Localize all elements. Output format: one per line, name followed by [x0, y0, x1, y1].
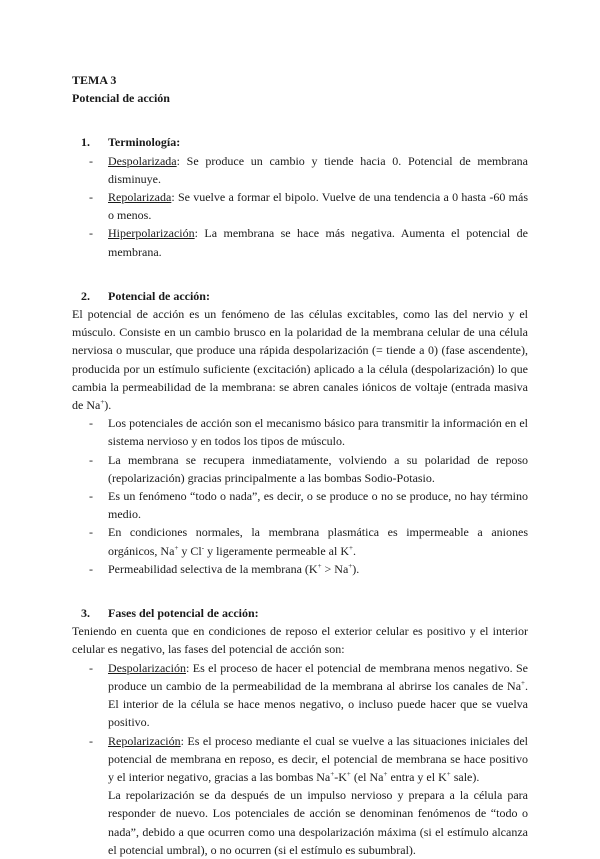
- dash-bullet: -: [89, 226, 93, 241]
- superscript: +: [317, 561, 322, 570]
- definition: : La membrana se hace más negativa. Aumenta el potencial de membrana.: [108, 226, 528, 259]
- dash-bullet: -: [89, 190, 93, 205]
- definition: : Es el proceso de hacer el potencial de membrana menos negativo. Se produce un cambio de la permeabilidad de la membrana al abrirse los canales de Na: [108, 660, 528, 693]
- item-text: En condiciones normales, la membrana plasmática es impermeable a aniones orgánicos, Na: [108, 525, 528, 558]
- intro-text: El potencial de acción es un fenómeno de las células excitables, como las del nervio y el músculo. Consiste en un cambio brusco en la polaridad de la membrana celular de una célula nerviosa o muscular, que produce una rápida despolarización (= tiende a 0) (fase ascendente), producida por un estímulo suficiente (excitación) aplicado a la célula (despolarización) lo que cambia la permeabilidad de la membrana: se abren canales iónicos de voltaje (entrada masiva de Na: [72, 307, 528, 413]
- superscript: +: [349, 543, 353, 552]
- list-item: [72, 732, 528, 859]
- dash-bullet: -: [89, 660, 93, 675]
- list-item: [72, 487, 528, 523]
- definition: sale).: [450, 769, 480, 784]
- section-2-heading: [72, 287, 528, 305]
- intro-text: ).: [104, 398, 112, 413]
- superscript: +: [100, 398, 105, 407]
- term: Repolarización: [108, 733, 181, 748]
- item-text: Es un fenómeno “todo o nada”, es decir, o se produce o no se produce, no hay término medio.: [108, 489, 528, 522]
- item-text: y Cl: [178, 543, 202, 558]
- superscript: +: [521, 678, 525, 687]
- definition: : Es el proceso mediante el cual se vuelve a las situaciones iniciales del potencial de membrana en reposo, es decir, el potencial de membrana se hace positivo y el interior negativo, gracias a las bombas Na: [108, 733, 528, 784]
- dash-bullet: -: [89, 452, 93, 467]
- list-item: [72, 188, 528, 224]
- definition: entra y el K: [387, 769, 447, 784]
- list-item: [72, 224, 528, 260]
- list-item: [72, 152, 528, 188]
- section-title: Fases del potencial de acción:: [108, 606, 259, 621]
- dash-bullet: -: [89, 489, 93, 504]
- item-text: Permeabilidad selectiva de la membrana (K: [108, 561, 318, 576]
- item-text: .: [352, 543, 356, 558]
- section-title: Potencial de acción:: [108, 288, 210, 303]
- section-number: 1.: [81, 135, 90, 150]
- dash-bullet: -: [89, 733, 93, 748]
- action-potential-list: [72, 414, 528, 578]
- term: Repolarizada: [108, 190, 172, 205]
- dash-bullet: -: [89, 416, 93, 431]
- section-1-heading: [72, 133, 528, 151]
- section-title: Terminología:: [108, 135, 181, 150]
- item-text: Los potenciales de acción son el mecanismo básico para transmitir la información en el sistema nervioso y en todos los tipos de músculo.: [108, 416, 528, 449]
- list-item: [72, 560, 528, 578]
- document-title: Potencial de acción: [72, 91, 170, 106]
- superscript: +: [174, 543, 179, 552]
- superscript: +: [383, 769, 388, 778]
- continuation-text: La repolarización se da después de un impulso nervioso y prepara a la célula para responder de nuevo. Los potenciales de acción se denominan fenómenos de “todo o nada”, debido a que ocurren como una despolarización máxima (si el estímulo alcanza el potencial umbral), o no ocurren (si el estímulo es subumbral).: [108, 788, 528, 857]
- section-2-intro: [72, 305, 528, 414]
- superscript: +: [348, 561, 353, 570]
- dash-bullet: -: [89, 525, 93, 540]
- superscript: +: [346, 769, 351, 778]
- item-text: ).: [352, 561, 360, 576]
- section-number: 3.: [81, 606, 90, 621]
- term: Despolarizada: [108, 153, 177, 168]
- list-item: [72, 659, 528, 732]
- item-text: y ligeramente permeable al K: [204, 543, 350, 558]
- definition: (el Na: [350, 769, 384, 784]
- superscript: +: [330, 769, 335, 778]
- definition: : Se vuelve a formar el bipolo. Vuelve de una tendencia a 0 hasta -60 más o menos.: [108, 190, 528, 223]
- superscript: +: [446, 769, 451, 778]
- term: Despolarización: [108, 660, 186, 675]
- phases-list: [72, 659, 528, 859]
- list-item: [72, 451, 528, 487]
- dash-bullet: -: [89, 561, 93, 576]
- term: Hiperpolarización: [108, 226, 195, 241]
- section-3-heading: [72, 604, 528, 622]
- section-3-intro: Teniendo en cuenta que en condiciones de reposo el exterior celular es positivo y el interior celular es negativo, las fases del potencial de acción son:: [72, 624, 528, 657]
- item-text: > Na: [321, 561, 349, 576]
- definition: . El interior de la célula se hace menos negativo, o incluso puede hacer que se vuelva positivo.: [108, 678, 528, 730]
- list-item: [72, 523, 528, 559]
- item-text: La membrana se recupera inmediatamente, volviendo a su polaridad de reposo (repolarización) gracias principalmente a las bombas Sodio-Potasio.: [108, 452, 528, 485]
- dash-bullet: -: [89, 153, 93, 168]
- tema-label: TEMA 3: [72, 73, 117, 87]
- list-item: [72, 414, 528, 450]
- superscript: -: [201, 543, 205, 552]
- document-page: [72, 71, 528, 859]
- section-number: 2.: [81, 288, 90, 303]
- definition: : Se produce un cambio y tiende hacia 0. Potencial de membrana disminuye.: [108, 153, 528, 186]
- definition: -K: [334, 769, 347, 784]
- terminology-list: [72, 152, 528, 261]
